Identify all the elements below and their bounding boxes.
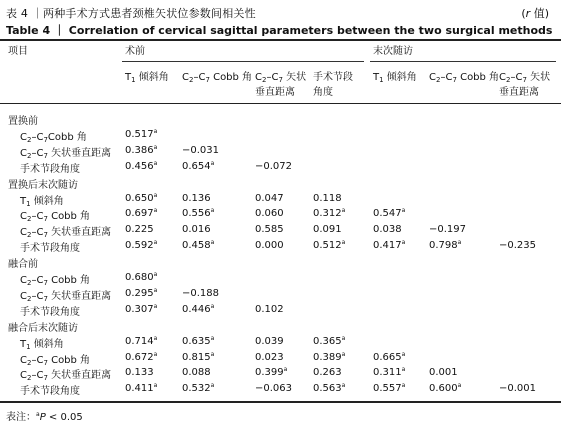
row-label: $C_2-C_7$ 矢状垂直距离 xyxy=(20,370,112,383)
table-cell: 0.672$^a$ xyxy=(125,350,158,363)
table-cell: 0.311$^a$ xyxy=(373,366,406,379)
table-cell: 0.001 xyxy=(429,367,458,379)
table-cell: 0.133 xyxy=(125,367,154,379)
row-label: $C_2-C_7$ Cobb 角 xyxy=(20,275,91,287)
table-cell: −0.197 xyxy=(429,224,467,236)
table-cell: 0.000 xyxy=(255,240,284,252)
row-label: 手术节段角度 xyxy=(20,243,80,255)
table-cell: 0.102 xyxy=(255,303,284,315)
header-col-2: $C_2-C_7$ Cobb 角 xyxy=(182,72,253,84)
table-cell: 0.547$^a$ xyxy=(373,207,406,220)
table-cell: 0.517$^a$ xyxy=(125,127,158,140)
table-cell: 0.295$^a$ xyxy=(125,286,158,299)
table-cell: 0.446$^a$ xyxy=(182,302,215,315)
header-col-1: $T_1$ 倾斜角 xyxy=(125,72,169,84)
group-rule-post xyxy=(370,61,556,62)
header-item: 项目 xyxy=(8,46,28,57)
row-label: $T_1$ 倾斜角 xyxy=(20,338,64,351)
table-cell: 0.386$^a$ xyxy=(125,143,158,156)
table-cell: 0.556$^a$ xyxy=(182,207,215,220)
row-label: 手术节段角度 xyxy=(20,386,80,398)
table-cell: 0.088 xyxy=(182,367,211,379)
header-col-7: $C_2-C_7$ 矢状 垂直距离 xyxy=(499,72,551,98)
header-col-6: $C_2-C_7$ Cobb 角 xyxy=(429,72,500,84)
table-cell: 0.557$^a$ xyxy=(373,382,406,395)
table-cell: 0.798$^a$ xyxy=(429,239,462,252)
row-label: $T_1$ 倾斜角 xyxy=(20,195,64,208)
row-label: $C_2-C_7Cobb$ 角 xyxy=(20,131,87,144)
table-cell: 0.714$^a$ xyxy=(125,334,158,347)
row-label: $C_2-C_7$ 矢状垂直距离 xyxy=(20,147,112,160)
header-col-3: $C_2-C_7$ 矢状 垂直距离 xyxy=(255,72,307,98)
table-cell: 0.456$^a$ xyxy=(125,159,158,172)
table-cell: 0.307$^a$ xyxy=(125,302,158,315)
table-cell: 0.417$^a$ xyxy=(373,239,406,252)
header-col-5: $T_1$ 倾斜角 xyxy=(373,72,417,84)
table-caption-cn: 表 4 ｜两种手术方式患者颈椎矢状位参数间相关性 xyxy=(6,7,256,20)
bottom-rule xyxy=(0,401,561,403)
header-rule xyxy=(0,103,561,104)
table-cell: −0.031 xyxy=(182,144,220,156)
table-caption-en: Table 4 ｜ Correlation of cervical sagittal parameters between the two surgical methods xyxy=(6,24,553,37)
table-cell: −0.001 xyxy=(499,383,537,395)
table-cell: 0.563$^a$ xyxy=(313,382,346,395)
table-cell: 0.458$^a$ xyxy=(182,239,215,252)
table-cell: 0.016 xyxy=(182,224,211,236)
top-rule xyxy=(0,39,561,41)
table-cell: 0.532$^a$ xyxy=(182,382,215,395)
row-label: 手术节段角度 xyxy=(20,163,80,175)
group-rule-pre xyxy=(122,61,364,62)
table-cell: 0.039 xyxy=(255,335,284,347)
table-cell: 0.312$^a$ xyxy=(313,207,346,220)
table-cell: 0.585 xyxy=(255,224,284,236)
section-label: 置换前 xyxy=(8,116,38,127)
table-cell: 0.047 xyxy=(255,192,284,204)
row-label: $C_2-C_7$ Cobb 角 xyxy=(20,354,91,367)
table-cell: 0.512$^a$ xyxy=(313,239,346,252)
table-cell: 0.815$^a$ xyxy=(182,350,215,363)
row-label: $C_2-C_7$ 矢状垂直距离 xyxy=(20,227,112,240)
table-cell: 0.680$^a$ xyxy=(125,271,158,283)
header-group-post: 末次随访 xyxy=(373,46,413,57)
table-cell: 0.399$^a$ xyxy=(255,366,288,379)
table-footnote: 表注：$^a$P < 0.05 xyxy=(6,411,83,423)
row-label: $C_2-C_7$ 矢状垂直距离 xyxy=(20,290,112,303)
table-cell: −0.063 xyxy=(255,383,293,395)
header-col-4: 手术节段 角度 xyxy=(313,72,353,98)
table-cell: 0.592$^a$ xyxy=(125,239,158,252)
table-cell: 0.038 xyxy=(373,224,402,236)
table-cell: 0.118 xyxy=(313,192,342,204)
table-cell: 0.263 xyxy=(313,367,342,379)
table-unit: (r 值) xyxy=(521,7,549,20)
row-label: 手术节段角度 xyxy=(20,306,80,318)
table-cell: 0.023 xyxy=(255,351,284,363)
table-cell: 0.654$^a$ xyxy=(182,159,215,172)
section-label: 置换后末次随访 xyxy=(8,179,78,191)
table-cell: −0.188 xyxy=(182,287,220,299)
table-cell: 0.091 xyxy=(313,224,342,236)
table-cell: 0.225 xyxy=(125,224,154,236)
table-cell: −0.235 xyxy=(499,240,537,252)
table-cell: 0.697$^a$ xyxy=(125,207,158,220)
section-label: 融合后末次随访 xyxy=(8,322,78,334)
table-cell: 0.635$^a$ xyxy=(182,334,215,347)
table-cell: 0.600$^a$ xyxy=(429,382,462,395)
table-cell: −0.072 xyxy=(255,160,293,172)
table-cell: 0.411$^a$ xyxy=(125,382,158,395)
table-cell: 0.650$^a$ xyxy=(125,191,158,204)
table-cell: 0.136 xyxy=(182,192,211,204)
header-group-pre: 术前 xyxy=(125,46,145,57)
row-label: $C_2-C_7$ Cobb 角 xyxy=(20,211,91,224)
section-label: 融合前 xyxy=(8,259,38,271)
table-cell: 0.060 xyxy=(255,208,284,220)
table-cell: 0.389$^a$ xyxy=(313,350,346,363)
table-cell: 0.665$^a$ xyxy=(373,350,406,363)
table-cell: 0.365$^a$ xyxy=(313,334,346,347)
